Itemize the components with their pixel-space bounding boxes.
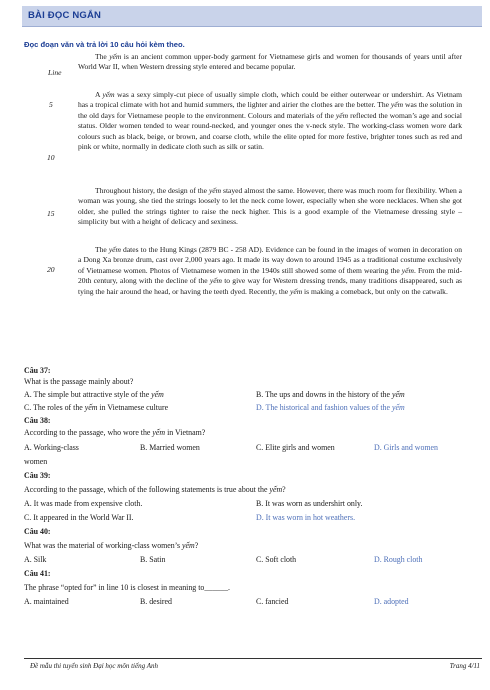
question-37-option-d[interactable]: D. The historical and fashion values of the yếm <box>256 403 405 412</box>
footer-divider <box>24 658 482 659</box>
question-38-option-a-continued: women <box>24 457 48 466</box>
instruction-text: Đọc đoạn văn và trả lời 10 câu hỏi kèm theo. <box>24 40 185 49</box>
passage-paragraph-4: The yếm dates to the Hung Kings (2879 BC - 258 AD). Evidence can be found in the images of women in decoration on a Dong Xa bronze drum, cast over 2,000 years ago. It made its way down to around 1945 as a traditional costume exclusively of Vietnamese women. Photos of Vietnamese women in the 1940s still showed some of them wearing the yếm. From the mid-20th century, along with the decline of the yếm to give way for Western dressing trends, many traditions disappeared, such as tying the hair around the head, or having the teeth dyed. Recently, the yếm is making a comeback, but only on the catwalk. <box>78 245 463 296</box>
question-40-option-b[interactable]: B. Satin <box>140 555 166 564</box>
question-40-label: Câu 40: <box>24 527 51 536</box>
question-39-text: According to the passage, which of the following statements is true about the yếm? <box>24 485 286 494</box>
question-37-option-a[interactable]: A. The simple but attractive style of the yếm <box>24 390 164 399</box>
question-37-label: Câu 37: <box>24 366 51 375</box>
passage-paragraph-3: Throughout history, the design of the yếm stayed almost the same. However, there was much room for flexibility. When a woman was young, she tied the strings loosely to let the neck come lower, especially when she wore necklaces. When she got older, she pulled the strings tighter to raise the neck higher. This is a good example of the Vietnamese dressing style – simplicity but with a height of delicacy and sexiness. <box>78 186 462 227</box>
question-37-option-c[interactable]: C. The roles of the yếm in Vietnamese culture <box>24 403 169 412</box>
question-38-option-d[interactable]: D. Girls and women <box>374 443 438 452</box>
question-40-option-a[interactable]: A. Silk <box>24 555 47 564</box>
line-number-15: 15 <box>47 209 55 218</box>
line-label: Line <box>48 68 62 77</box>
question-40-option-c[interactable]: C. Soft cloth <box>256 555 297 564</box>
question-38-option-c[interactable]: C. Elite girls and women <box>256 443 335 452</box>
question-38-option-a[interactable]: A. Working-class <box>24 443 79 452</box>
passage-paragraph-2: A yếm was a sexy simply-cut piece of usually simple cloth, which could be either outerwear or undershirt. As Vietnam has a tropical climate with hot and humid summers, the lighter and airier the clothes are the better. The yếm was the solution in the old days for Vietnamese people to the environment. Colours and materials of the yếm reflected the woman’s age and social status. Older women tended to wear round-necked, and younger ones the v-neck style. The working-class women wore dark colours such as black, beige, or brown, and coarse cloth, while the elite opted for more festive, brighter tones such as red and pink or white, normally in dedicate cloth such as silk or satin. <box>78 90 463 152</box>
question-41-text: The phrase “opted for” in line 10 is closest in meaning to______. <box>24 583 230 592</box>
question-41-label: Câu 41: <box>24 569 51 578</box>
question-41-option-a[interactable]: A. maintained <box>24 597 69 606</box>
question-41-option-d[interactable]: D. adopted <box>374 597 409 606</box>
section-header-bar <box>22 6 482 27</box>
question-39-option-d[interactable]: D. It was worn in hot weathers. <box>256 513 356 522</box>
question-39-label: Câu 39: <box>24 471 51 480</box>
question-38-text: According to the passage, who wore the yếm in Vietnam? <box>24 428 206 437</box>
question-37-text: What is the passage mainly about? <box>24 377 134 386</box>
question-38-option-b[interactable]: B. Married women <box>140 443 200 452</box>
question-39-option-b[interactable]: B. It was worn as undershirt only. <box>256 499 363 508</box>
passage-paragraph-1: The yếm is an ancient common upper-body garment for Vietnamese girls and women for thousands of years until after World War II, when Western dressing style entered and became popular. <box>78 52 462 72</box>
line-number-20: 20 <box>47 265 55 274</box>
question-37-option-b[interactable]: B. The ups and downs in the history of the yếm <box>256 390 405 399</box>
question-41-option-b[interactable]: B. desired <box>140 597 172 606</box>
question-41-option-c[interactable]: C. fancied <box>256 597 289 606</box>
question-39-option-a[interactable]: A. It was made from expensive cloth. <box>24 499 143 508</box>
question-38-label: Câu 38: <box>24 416 51 425</box>
line-number-10: 10 <box>47 153 55 162</box>
question-39-option-c[interactable]: C. It appeared in the World War II. <box>24 513 134 522</box>
footer-exam-title: Đề mẫu thi tuyển sinh Đại học môn tiếng Anh <box>30 662 158 670</box>
section-title: BÀI ĐỌC NGẮN <box>28 10 102 21</box>
question-40-text: What was the material of working-class women’s yếm? <box>24 541 199 550</box>
question-40-option-d[interactable]: D. Rough cloth <box>374 555 423 564</box>
footer-page-number: Trang 4/11 <box>449 662 480 670</box>
line-number-5: 5 <box>49 100 53 109</box>
